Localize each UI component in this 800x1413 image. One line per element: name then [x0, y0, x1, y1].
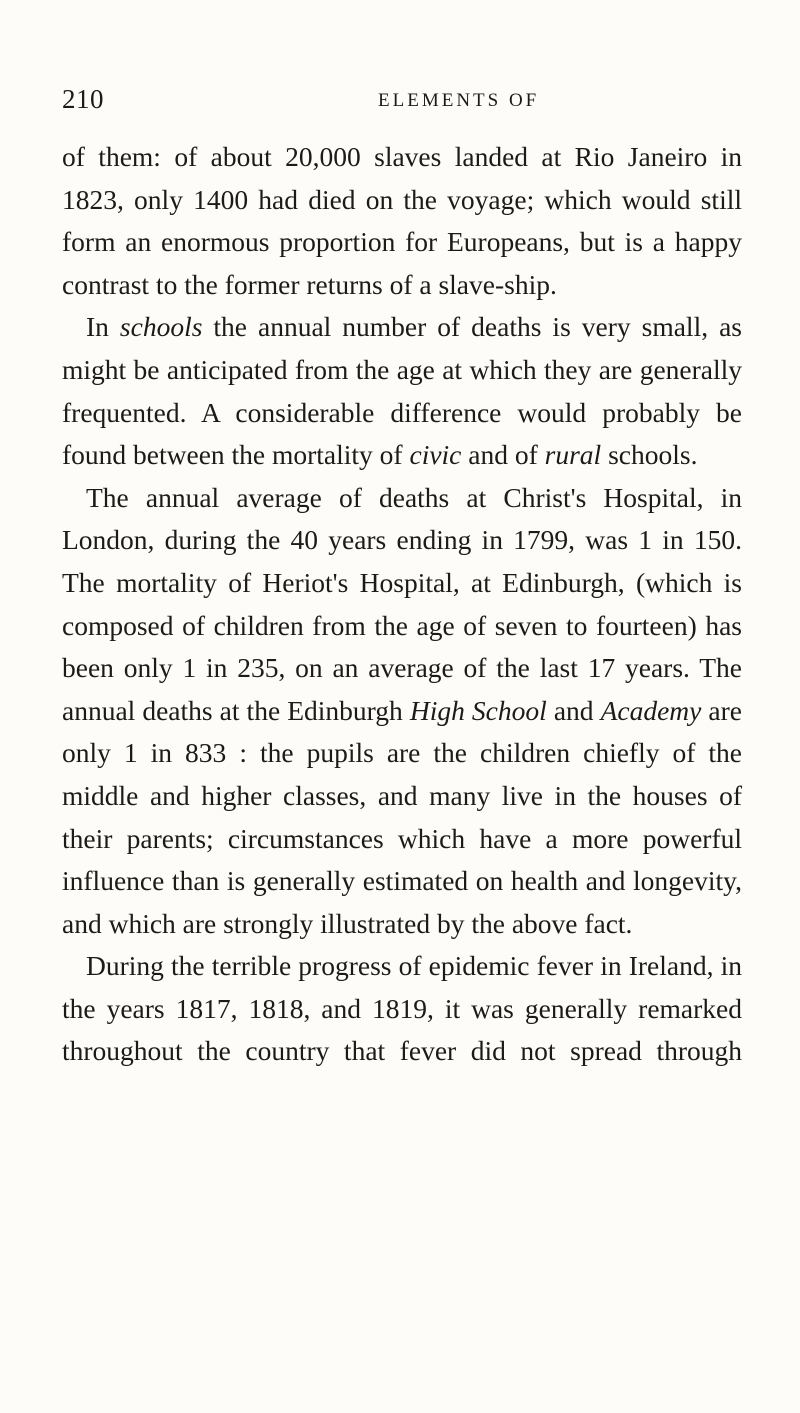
- italic-term-civic: civic: [409, 439, 462, 471]
- text-segment: In: [86, 311, 120, 343]
- text-segment: During the terrible progress of epidemic fever in Ireland, in the years 1817, 1818, and 1819, it was generally remarked throughout the country that fever did not spread through: [62, 950, 742, 1067]
- text-segment: schools.: [601, 439, 698, 471]
- paragraph-4: [62, 945, 742, 1073]
- text-segment: and of: [461, 439, 545, 471]
- text-segment: are only 1 in 833 : the pupils are the children chiefly of the middle and higher classes, and many live in the houses of their parents; circumstances which have a more powerful influence than is generally estimated on health and longevity, and which are strongly illustrated by the above fact.: [62, 694, 742, 939]
- italic-term-high-school: High School: [409, 694, 547, 726]
- running-head: ELEMENTS OF: [378, 90, 540, 111]
- page-header: [62, 84, 742, 124]
- text-segment: The annual average of deaths at Christ's Hospital, in London, during the 40 years ending in 1799, was 1 in 150. The mortality of Heriot's Hospital, at Edinburgh, (which is composed of children from the age of seven to fourteen) has been only 1 in 235, on an average of the last 17 years. The annual deaths at the Edinburgh: [62, 481, 742, 726]
- italic-term-rural: rural: [544, 439, 602, 471]
- text-segment: of them: of about 20,000 slaves landed at Rio Janeiro in 1823, only 1400 had died on the voyage; which would still form an enormous proportion for Europeans, but is a happy contrast to the former returns of a slave-ship.: [62, 141, 742, 300]
- paragraph-3: [62, 477, 742, 946]
- body-text: [62, 136, 742, 1073]
- text-segment: the annual number of deaths is very small, as might be anticipated from the age at which they are generally frequented. A considerable difference would probably be found between the mortality of: [62, 311, 742, 471]
- text-segment: and: [546, 694, 601, 726]
- paragraph-2: [62, 306, 742, 476]
- italic-term-schools: schools: [119, 311, 203, 343]
- paragraph-1: [62, 136, 742, 306]
- page-number: 210: [62, 84, 104, 114]
- italic-term-academy: Academy: [600, 694, 702, 726]
